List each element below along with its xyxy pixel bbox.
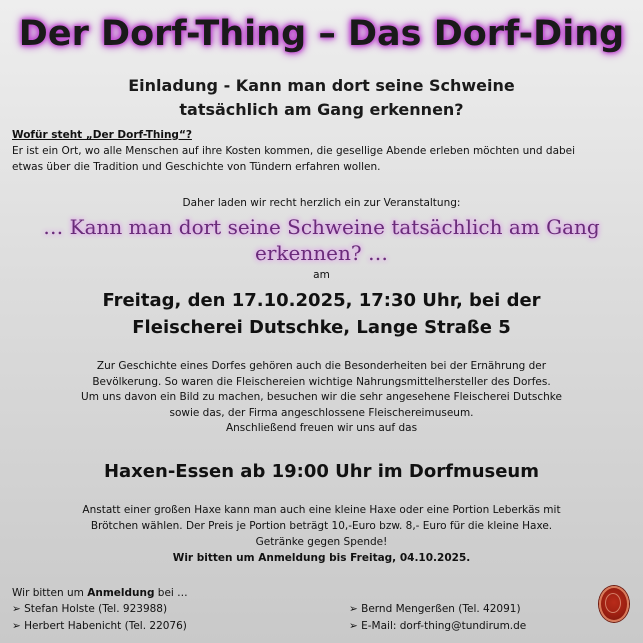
event-question xyxy=(0,214,643,266)
contact-email[interactable]: ➢ E-Mail: dorf-thing@tundirum.de xyxy=(349,620,527,632)
page-title: Der Dorf-Thing – Das Dorf-Ding xyxy=(18,14,625,54)
event-question-line-2: erkennen? … xyxy=(255,241,388,265)
details-line: Anstatt einer großen Haxe kann man auch eine kleine Haxe oder eine Portion Leberkäs mit xyxy=(82,504,561,516)
intro-line-2: etwas über die Tradition und Geschichte von Tündern erfahren wollen. xyxy=(12,161,381,173)
details-line: Getränke gegen Spende! xyxy=(255,536,388,548)
contact-stefan-holste: ➢ Stefan Holste (Tel. 923988) xyxy=(12,603,168,615)
am-text: am xyxy=(313,269,330,281)
history-line: sowie das, der Firma angeschlossene Fleischereimuseum. xyxy=(169,406,474,419)
event-date-line-2: Fleischerei Dutschke, Lange Straße 5 xyxy=(132,317,511,338)
intro-line-1: Er ist ein Ort, wo alle Menschen auf ihre Kosten kommen, die gesellige Abende erleben möchten und dabei xyxy=(12,145,576,157)
contact-bernd-mengerssen: ➢ Bernd Mengerßen (Tel. 42091) xyxy=(349,603,521,615)
seal-ring xyxy=(605,593,621,613)
invite-text: Daher laden wir recht herzlich ein zur Veranstaltung: xyxy=(182,197,461,209)
question-heading: Wofür steht „Der Dorf-Thing“? xyxy=(12,129,192,141)
registration-intro xyxy=(12,587,188,599)
haxen-heading: Haxen-Essen ab 19:00 Uhr im Dorfmuseum xyxy=(103,461,540,482)
registration-prefix: Wir bitten um xyxy=(12,587,88,599)
event-date xyxy=(0,287,643,341)
history-line: Anschließend freuen wir uns auf das xyxy=(225,422,418,434)
history-paragraph xyxy=(0,359,643,437)
history-line: Zur Geschichte eines Dorfes gehören auch die Besonderheiten bei der Ernährung der xyxy=(96,360,547,372)
event-question-line-1: … Kann man dort seine Schweine tatsächlich am Gang xyxy=(43,215,600,239)
details-paragraph xyxy=(0,502,643,566)
history-line: Bevölkerung. So waren die Fleischereien wichtige Nahrungsmittelhersteller des Dorfes. xyxy=(92,375,551,388)
subtitle-line-1: Einladung - Kann man dort seine Schweine xyxy=(128,76,515,95)
registration-bold: Anmeldung xyxy=(87,587,155,599)
event-date-line-1: Freitag, den 17.10.2025, 17:30 Uhr, bei der xyxy=(102,290,541,311)
subtitle-line-2: tatsächlich am Gang erkennen? xyxy=(179,100,464,119)
history-line: Um uns davon ein Bild zu machen, besuchen wir die sehr angesehene Fleischerei Dutschke xyxy=(81,391,562,403)
intro-paragraph xyxy=(12,143,632,175)
registration-suffix: bei … xyxy=(154,587,188,599)
wax-seal-icon xyxy=(599,586,629,622)
contact-herbert-habenicht: ➢ Herbert Habenicht (Tel. 22076) xyxy=(12,620,187,632)
details-line: Brötchen wählen. Der Preis je Portion beträgt 10,-Euro bzw. 8,- Euro für die kleine Haxe. xyxy=(90,520,553,532)
invitation-subtitle xyxy=(0,74,643,122)
registration-deadline: Wir bitten um Anmeldung bis Freitag, 04.10.2025. xyxy=(172,552,471,564)
